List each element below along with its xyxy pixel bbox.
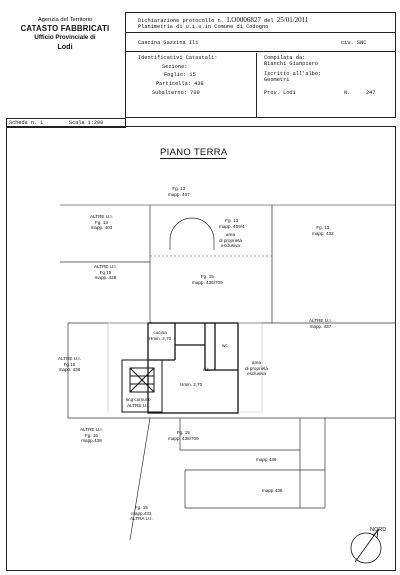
plan-label: dis. bbox=[203, 367, 211, 372]
civ-label: civ. SNC bbox=[341, 40, 367, 46]
plan-label: area di proprietà esclusiva bbox=[245, 360, 268, 377]
plan-label: ALTRE U.I. Fg. 13 mapp. 403 bbox=[90, 214, 113, 231]
plan-label: cucina Hmin. 2,70 bbox=[149, 330, 172, 341]
foglio: Foglio: 15 bbox=[164, 72, 196, 78]
office-label: Ufficio Provinciale di bbox=[34, 34, 96, 41]
arch bbox=[170, 218, 214, 250]
scheda-label: Scheda n. 1 bbox=[9, 120, 44, 126]
plan-label: Fg. 15 mapp. 438/709 bbox=[168, 430, 199, 441]
plan-label: ALTRE U.I. Fg.15 mapp. 438 bbox=[58, 356, 81, 373]
plan-label: ALTRE U.I. mapp. 437 bbox=[309, 318, 332, 329]
sezione-label: Sezione: bbox=[162, 64, 188, 70]
compilata-name: Bianchi Gianpiero bbox=[264, 61, 319, 67]
n-label: N. bbox=[344, 90, 351, 96]
scale-label: Scala 1:200 bbox=[69, 120, 104, 126]
plan-label: scg comune ALTRE U.I. bbox=[126, 397, 151, 408]
north-arrow bbox=[351, 530, 381, 563]
catasto-title: CATASTO FABBRICATI bbox=[20, 24, 110, 33]
iscritto-label: Iscritto all'albo: bbox=[264, 71, 322, 77]
iscritto-value: Geometri bbox=[264, 77, 290, 83]
agency-name: Agenzia del Territorio bbox=[37, 17, 93, 23]
floor-title: PIANO TERRA bbox=[160, 147, 228, 158]
north-label: NORD bbox=[370, 527, 387, 533]
n-value: 247 bbox=[366, 90, 376, 96]
plan-label: Fg. 13 mapp. 407 bbox=[168, 186, 190, 197]
prov-label: Prov. Lodi bbox=[264, 90, 296, 96]
plan-label: ALTRE U.I. Fg. 15 mapp.438 bbox=[80, 427, 103, 444]
planimetria-line: Planimetria di u.i.u.in Comune di Codogno bbox=[138, 24, 269, 30]
subalterno: Subalterno: 709 bbox=[152, 90, 200, 96]
plan-label: Fg. 15 mapp. 438/709 bbox=[192, 274, 223, 285]
compilata-label: Compilata da: bbox=[264, 55, 306, 61]
identificativi-label: Identificativi Catastali: bbox=[138, 55, 218, 61]
plan-label: Fg. 15 mapp.431 ALTRA U.I. bbox=[130, 505, 153, 522]
office-city: Lodi bbox=[57, 42, 73, 51]
del-label: del bbox=[264, 18, 274, 24]
declaration-label: Dichiarazione protocollo n. bbox=[138, 18, 224, 24]
plan-label: mapp 436 bbox=[256, 457, 277, 462]
address: Cascina Gazzina Ili bbox=[138, 40, 199, 46]
protocol-number: LO0006827 bbox=[227, 16, 261, 24]
plan-label: Fg. 13 mapp. 402 bbox=[312, 225, 334, 236]
plan-label: wc bbox=[222, 343, 228, 348]
plan-label: mapp 436 bbox=[262, 488, 283, 493]
particella: Particella: 438 bbox=[156, 81, 204, 87]
declaration-date: 25/01/2011 bbox=[276, 16, 309, 24]
plan-label: area di proprietà esclusiva bbox=[219, 232, 242, 249]
plan-label: ALTRE U.I. Fg.15 mapp. 438 bbox=[94, 264, 117, 281]
plan-label: Hmin. 2,70 bbox=[180, 382, 203, 387]
plan-label: Fg. 13 mapp. 409/4 bbox=[219, 218, 245, 229]
